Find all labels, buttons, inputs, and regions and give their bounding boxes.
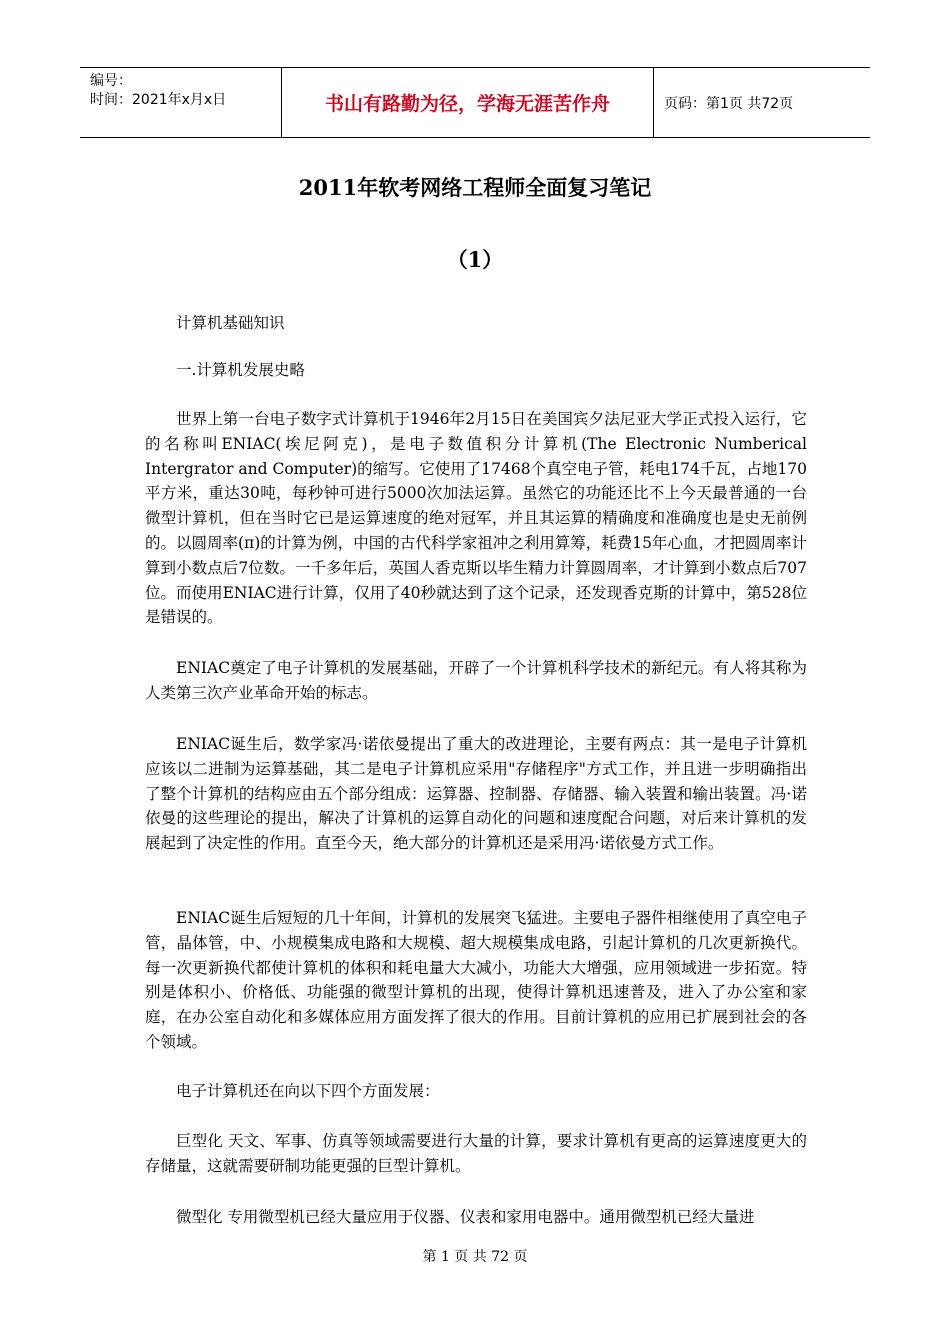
header-meta-cell <box>80 68 282 137</box>
body-paragraph: 巨型化 天文、军事、仿真等领域需要进行大量的计算，要求计算机有更高的运算速度更大的存储量，这就需要研制功能更强的巨型计算机。 <box>145 1132 807 1175</box>
number-label: 编号： <box>90 73 132 89</box>
section-heading: 计算机基础知识 <box>176 314 285 332</box>
body-paragraph: 微型化 专用微型机已经大量应用于仪器、仪表和家用电器中。通用微型机已经大量进 <box>176 1208 755 1226</box>
body-paragraph: ENIAC奠定了电子计算机的发展基础，开辟了一个计算机科学技术的新纪元。有人将其称为人类第三次产业革命开始的标志。 <box>145 659 807 702</box>
page-footer: 第 1 页 共 72 页 <box>422 1249 528 1265</box>
document-title: 2011年软考网络工程师全面复习笔记 <box>298 175 652 200</box>
body-paragraph: ENIAC诞生后，数学家冯·诺依曼提出了重大的改进理论，主要有两点：其一是电子计算机应该以二进制为运算基础，其二是电子计算机应采用"存储程序"方式工作，并且进一步明确指出了整个计算机的结构应由五个部分组成：运算器、控制器、存储器、输入装置和输出装置。冯·诺依曼的这些理论的提出，解决了计算机的运算自动化的问题和速度配合问题，对后来计算机的发展起到了决定性的作用。直至今天，绝大部分的计算机还是采用冯·诺依曼方式工作。 <box>145 735 807 853</box>
time-label: 时间：2021年x月x日 <box>90 92 227 108</box>
subsection-heading: 一.计算机发展史略 <box>176 361 305 379</box>
document-subtitle: （1） <box>446 247 504 272</box>
body-paragraph: 世界上第一台电子数字式计算机于1946年2月15日在美国宾夕法尼亚大学正式投入运行，它的名称叫ENIAC(埃尼阿克)，是电子数值积分计算机(The Electronic Numberical Intergrator and Computer)的缩写。它使用了17468个真空电子管，耗电174千瓦，占地170平方米，重达30吨，每秒钟可进行5000次加法运算。虽然它的功能还比不上今天最普通的一台微型计算机，但在当时它已是运算速度的绝对冠军，并且其运算的精确度和准确度也是史无前例的。以圆周率(π)的计算为例，中国的古代科学家祖冲之利用算筹，耗费15年心血，才把圆周率计算到小数点后7位数。一千多年后，英国人香克斯以毕生精力计算圆周率，才计算到小数点后707位。而使用ENIAC进行计算，仅用了40秒就达到了这个记录，还发现香克斯的计算中，第528位是错误的。 <box>145 410 808 627</box>
body-paragraph: 电子计算机还在向以下四个方面发展： <box>176 1082 440 1100</box>
header-page-info: 页码：第1页 共72页 <box>664 95 794 112</box>
header-table <box>80 67 870 138</box>
header-motto: 书山有路勤为径，学海无涯苦作舟 <box>282 68 654 137</box>
body-paragraph: ENIAC诞生后短短的几十年间，计算机的发展突飞猛进。主要电子器件相继使用了真空电子管，晶体管，中、小规模集成电路和大规模、超大规模集成电路，引起计算机的几次更新换代。每一次更新换代都使计算机的体积和耗电量大大减小，功能大大增强，应用领域进一步拓宽。特别是体积小、价格低、功能强的微型计算机的出现，使得计算机迅速普及，进入了办公室和家庭，在办公室自动化和多媒体应用方面发挥了很大的作用。目前计算机的应用已扩展到社会的各个领域。 <box>145 909 807 1051</box>
